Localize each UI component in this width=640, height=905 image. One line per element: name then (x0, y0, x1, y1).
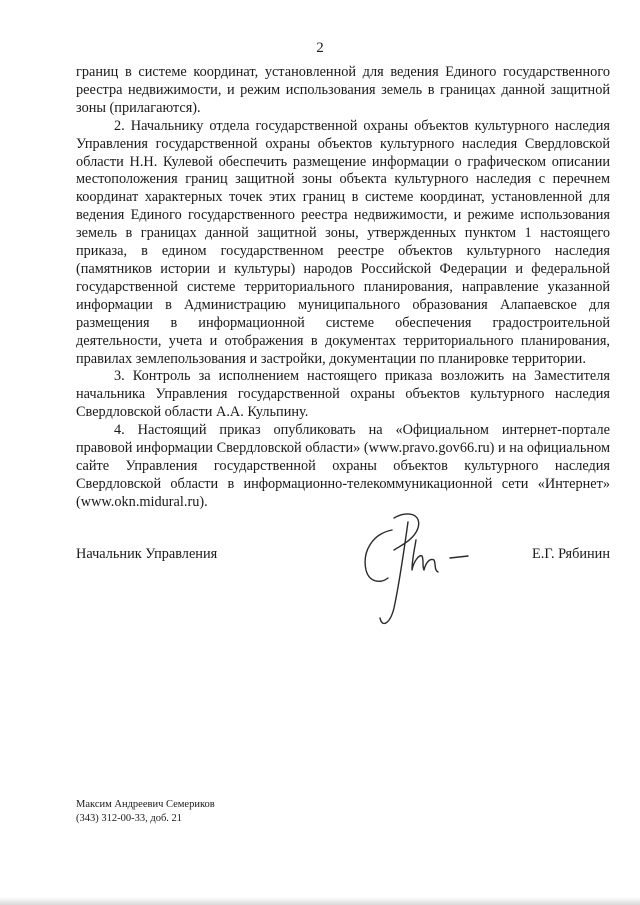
handwritten-signature (350, 500, 490, 640)
paragraph-continuation: границ в системе координат, установленной для ведения Единого государственного реестра недвижимости, и режим использования земель в границах данной защитной зоны (прилагаются). (76, 64, 610, 116)
paragraph-item-4: 4. Настоящий приказ опубликовать на «Официальном интернет-портале правовой информации Свердловской области» (www.pravo.gov66.ru) и на официальном сайте Управления государственной охраны объектов культурного наследия Свердловской области в информационно-телекоммуникационной сети «Интернет» (www.okn.midural.ru). (76, 422, 610, 510)
paragraph-item-3: 3. Контроль за исполнением настоящего приказа возложить на Заместителя начальника Управления государственной охраны объектов культурного наследия Свердловской области А.А. Кульпину. (76, 368, 610, 421)
executor-name: Максим Андреевич Семериков (76, 799, 215, 810)
page-number: 2 (316, 40, 324, 56)
page-bottom-edge (0, 897, 640, 905)
executor-footer (76, 798, 215, 826)
signer-position: Начальник Управления (76, 546, 218, 562)
document-body (76, 64, 610, 512)
signer-name: Е.Г. Рябинин (532, 546, 610, 562)
paragraph-item-2: 2. Начальнику отдела государственной охраны объектов культурного наследия Управления государственной охраны объектов культурного наследия Свердловской области Н.Н. Кулевой обеспечить размещение информации о графическом описании местоположения границ защитной зоны объекта культурного наследия с перечнем координат характерных точек этих границ в системе координат, установленной для ведения Единого государственного реестра недвижимости, и режиме использования земель в границах данной защитной зоны, утвержденных пунктом 1 настоящего приказа, в едином государственном реестре объектов культурного наследия (памятников истории и культуры) народов Российской Федерации и федеральной государственной системе территориального планирования, направление указанной информации в Администрацию муниципального образования Алапаевское для размещения в информационной системе обеспечения градостроительной деятельности, учета и отображения в документах территориального планирования, правилах землепользования и застройки, документации по планировке территории. (76, 117, 610, 367)
executor-phone: (343) 312-00-33, доб. 21 (76, 813, 183, 824)
